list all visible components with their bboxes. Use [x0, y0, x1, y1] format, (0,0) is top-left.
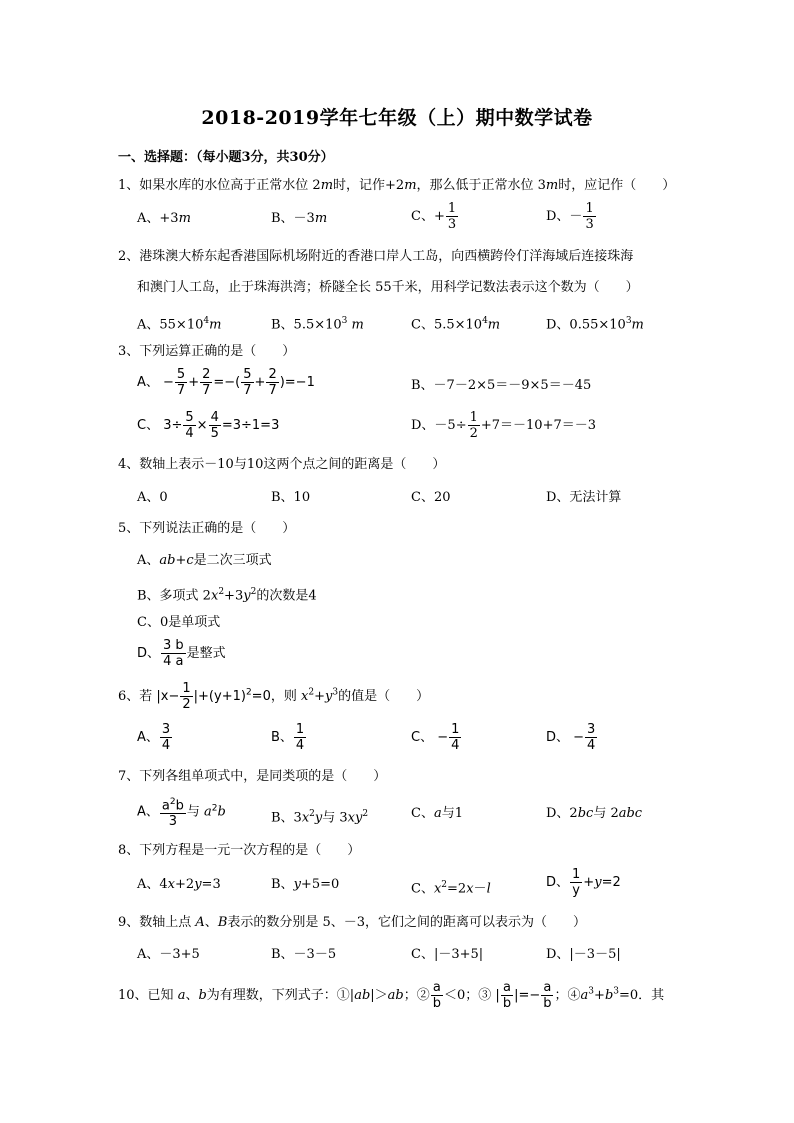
q3-option-d: D、－5÷ $\frac{1}{2}$ +7＝－10+7＝－3: [411, 410, 597, 441]
question-2-stem-line2: 和澳门人工岛，止于珠海洪湾；桥隧全长 55千米，用科学记数法表示这个数为（ ）: [137, 280, 639, 295]
q2-option-d: D、$0.55\times 10^3m$: [546, 316, 644, 333]
q5-option-b: B、多项式 $2x^2+3y^2$的次数是4: [137, 587, 317, 604]
question-6-stem: 6、若 |x− $\frac{1}{2}$ $|+(y+1)^2=0$，则 $x^2+y^3$的值是（ ）: [118, 681, 430, 712]
q1-option-c: C、+ $\frac{1}{3}$: [411, 201, 457, 232]
q2-option-c: C、$5.5\times 10^4m$: [411, 316, 501, 333]
q9-option-d: D、|－3－5|: [546, 947, 621, 962]
q5-option-c: C、0是单项式: [137, 615, 221, 630]
q9-option-b: B、－3－5: [271, 947, 337, 962]
q2-option-b: B、$5.5\times 10^3$ m: [271, 316, 364, 333]
q1-option-a: A、+3m: [137, 211, 191, 226]
q3-option-a: A、 − $\frac{5}{7}$ + $\frac{2}{7}$ =−( $\frac{5}{7}$ + $\frac{2}{7}$ )=−1: [137, 367, 315, 398]
question-3-stem: 3、下列运算正确的是（ ）: [118, 344, 296, 359]
question-4-stem: 4、数轴上表示－10与10这两个点之间的距离是（ ）: [118, 457, 446, 472]
q6-option-d: D、 − $\frac{3}{4}$: [546, 722, 596, 753]
q8-option-b: B、y+5=0: [271, 877, 340, 892]
question-10-stem: 10、已知 a、b为有理数，下列式子：①|ab|＞ab；② $\frac{a}{b}$ ＜0；③ | $\frac{a}{b}$ |=− $\frac{a}{b}$ ；$④a^3+b^3=0$．其: [118, 980, 665, 1011]
question-9-stem: 9、数轴上点 A、B表示的数分别是 5、－3，它们之间的距离可以表示为（ ）: [118, 915, 587, 930]
section-heading: 一、选择题：（每小题3分，共30分）: [118, 150, 334, 165]
q7-option-c: C、a与1: [411, 806, 463, 821]
q4-option-d: D、无法计算: [546, 490, 622, 505]
question-5-stem: 5、下列说法正确的是（ ）: [118, 521, 296, 536]
q9-option-a: A、－3+5: [137, 947, 200, 962]
question-8-stem: 8、下列方程是一元一次方程的是（ ）: [118, 843, 361, 858]
q7-option-a: A、 $\frac{a^2b}{3}$ 与 $a^2b$: [137, 797, 226, 830]
q6-option-c: C、 − $\frac{1}{4}$: [411, 722, 460, 753]
q6-option-a: A、 $\frac{3}{4}$: [137, 722, 171, 753]
q7-option-d: D、2bc与 2abc: [546, 806, 643, 821]
q3-option-b: B、－7－2×5＝－9×5＝－45: [411, 378, 592, 393]
q4-option-b: B、10: [271, 490, 311, 505]
q1-option-b: B、－3m: [271, 211, 328, 226]
q7-option-b: B、$3x^2y$与 $3xy^2$: [271, 809, 369, 826]
q5-option-a: A、ab+c是二次三项式: [137, 553, 272, 568]
q4-option-c: C、20: [411, 490, 451, 505]
q8-option-a: A、4x+2y=3: [137, 877, 221, 892]
q1-option-d: D、－ $\frac{1}{3}$: [546, 201, 594, 232]
q6-option-b: B、 $\frac{1}{4}$: [271, 722, 305, 753]
q3-option-c: C、 3÷ $\frac{5}{4}$ × $\frac{4}{5}$ =3÷1=3: [137, 410, 280, 441]
q5-option-d: D、 $\frac{3 b}{4 a}$ 是整式: [137, 638, 226, 669]
q8-option-c: C、$x^2=2x-l$: [411, 880, 491, 897]
question-1-stem: 1、如果水库的水位高于正常水位 2m时，记作+2m，那么低于正常水位 3m时，应记作（ ）: [118, 178, 676, 193]
page-title: 2018-2019学年七年级（上）期中数学试卷: [201, 107, 593, 129]
q8-option-d: D、 $\frac{1}{y}$ +y=2: [546, 867, 621, 898]
question-7-stem: 7、下列各组单项式中，是同类项的是（ ）: [118, 769, 387, 784]
q9-option-c: C、|－3+5|: [411, 947, 484, 962]
q4-option-a: A、0: [137, 490, 168, 505]
q2-option-a: A、$55\times 10^4m$: [137, 316, 222, 333]
question-2-stem-line1: 2、港珠澳大桥东起香港国际机场附近的香港口岸人工岛，向西横跨伶仃洋海域后连接珠海: [118, 249, 634, 264]
